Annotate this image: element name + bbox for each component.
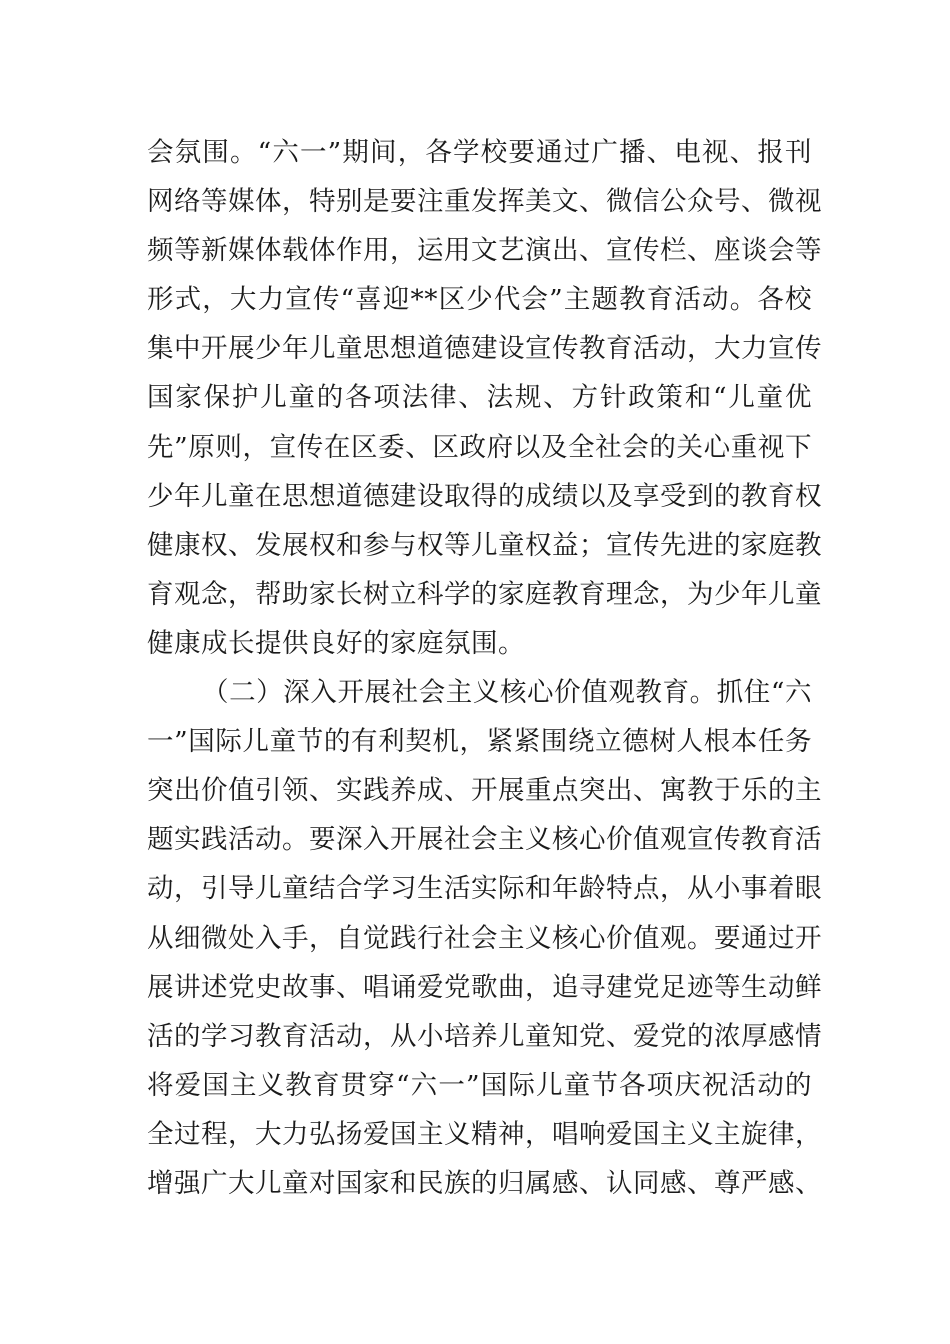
text-line: 活的学习教育活动，从小培养儿童知党、爱党的浓厚感情 xyxy=(147,1020,822,1052)
text-line: 从细微处入手，自觉践行社会主义核心价值观。要通过开 xyxy=(147,922,822,954)
text-line: 频等新媒体载体作用，运用文艺演出、宣传栏、座谈会等 xyxy=(147,235,822,267)
text-line: 展讲述党史故事、唱诵爱党歌曲，追寻建党足迹等生动鲜 xyxy=(147,971,822,1003)
text-line: 一”国际儿童节的有利契机，紧紧围绕立德树人根本任务 xyxy=(147,726,812,758)
text-line: 动，引导儿童结合学习生活实际和年龄特点，从小事着眼 xyxy=(147,873,822,905)
text-line: 增强广大儿童对国家和民族的归属感、认同感、尊严感、 xyxy=(147,1167,822,1199)
text-line: 健康权、发展权和参与权等儿童权益；宣传先进的家庭教 xyxy=(147,529,822,561)
text-line: 突出价值引领、实践养成、开展重点突出、寓教于乐的主 xyxy=(147,775,822,807)
text-line: 集中开展少年儿童思想道德建设宣传教育活动，大力宣传 xyxy=(147,333,822,365)
text-line: 国家保护儿童的各项法律、法规、方针政策和“儿童优 xyxy=(147,382,812,414)
text-line: 将爱国主义教育贯穿“六一”国际儿童节各项庆祝活动的 xyxy=(147,1069,812,1101)
text-line: 网络等媒体，特别是要注重发挥美文、微信公众号、微视 xyxy=(147,186,822,218)
text-line: 育观念，帮助家长树立科学的家庭教育理念，为少年儿童 xyxy=(147,578,822,610)
text-line: 全过程，大力弘扬爱国主义精神，唱响爱国主义主旋律， xyxy=(147,1118,822,1150)
text-line: 题实践活动。要深入开展社会主义核心价值观宣传教育活 xyxy=(147,824,822,856)
text-line: 会氛围。“六一”期间，各学校要通过广播、电视、报刊 xyxy=(147,137,812,168)
text-line: 健康成长提供良好的家庭氛围。 xyxy=(147,627,525,659)
text-line: 形式，大力宣传“喜迎**区少代会”主题教育活动。各校 xyxy=(147,284,812,316)
text-line: 先”原则，宣传在区委、区政府以及全社会的关心重视下 xyxy=(147,431,812,463)
text-line: 少年儿童在思想道德建设取得的成绩以及享受到的教育权 xyxy=(147,480,822,512)
paragraph-start-line: （二）深入开展社会主义核心价值观教育。抓住“六 xyxy=(202,677,812,709)
body-text xyxy=(147,128,822,1208)
